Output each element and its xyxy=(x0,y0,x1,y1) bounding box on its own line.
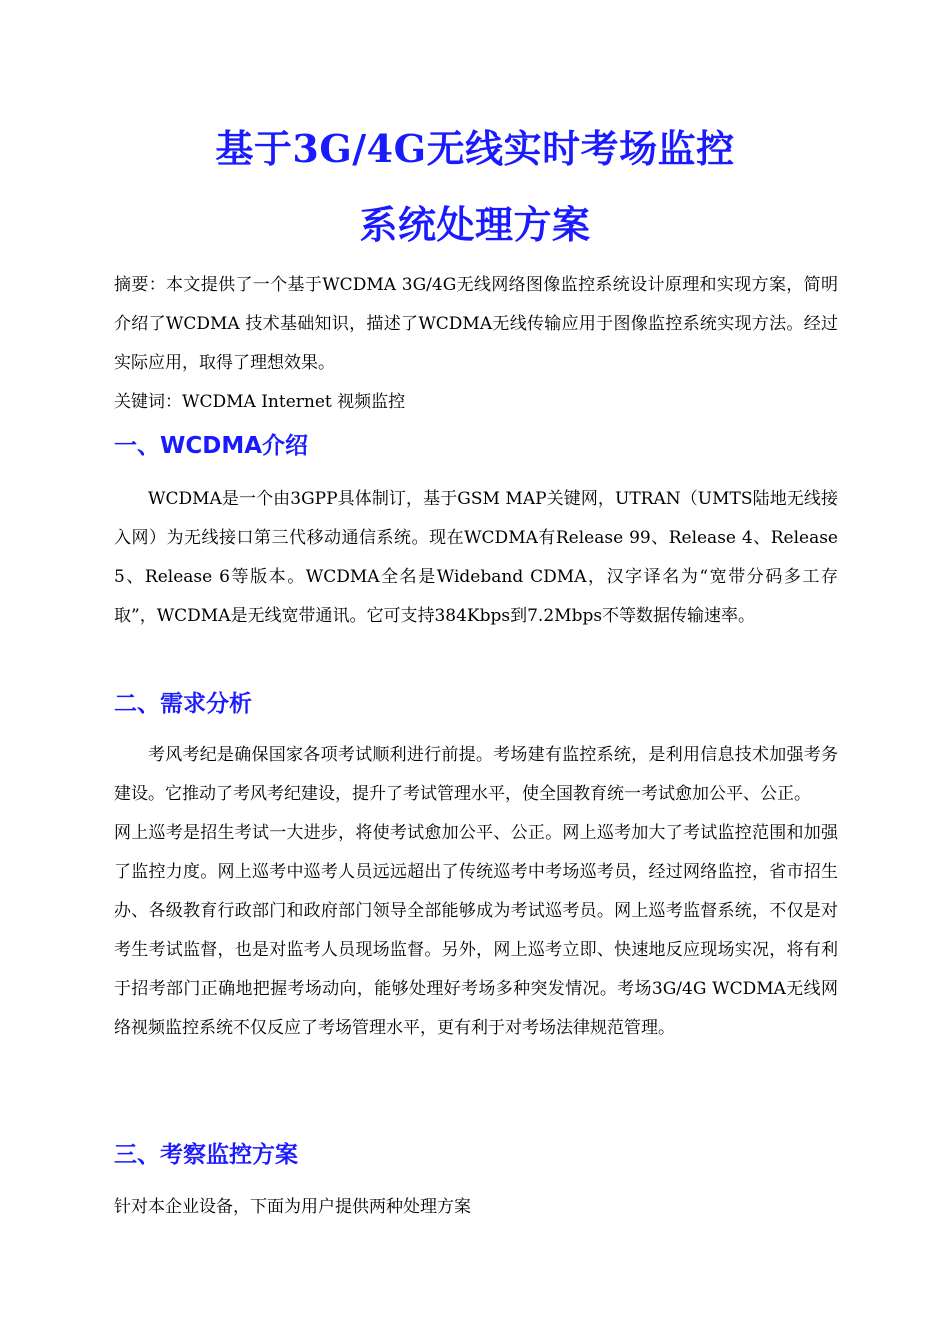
abstract-block xyxy=(114,266,838,422)
section-2-paragraph-2: 网上巡考是招生考试一大进步，将使考试愈加公平、公正。网上巡考加大了考试监控范围和加强了监控力度。网上巡考中巡考人员远远超出了传统巡考中考场巡考员，经过网络监控，省市招生办、各级教育行政部门和政府部门领导全部能够成为考试巡考员。网上巡考监督系统，不仅是对考生考试监督，也是对监考人员现场监督。另外，网上巡考立即、快速地反应现场实况，将有利于招考部门正确地把握考场动向，能够处理好考场多种突发情况。考场3G/4G WCDMA无线网络视频监控系统不仅反应了考场管理水平，更有利于对考场法律规范管理。 xyxy=(114,823,838,1038)
section-3-body xyxy=(114,1188,838,1227)
section-3-paragraph-1: 针对本企业设备，下面为用户提供两种处理方案 xyxy=(114,1197,471,1217)
keywords-text: 关键词：WCDMA Internet 视频监控 xyxy=(114,392,406,412)
document-title-line-1: 基于3G/4G无线实时考场监控 xyxy=(215,126,735,171)
section-heading-1: 一、WCDMA介绍 xyxy=(114,433,309,459)
section-2-paragraph-1: 考风考纪是确保国家各项考试顺利进行前提。考场建有监控系统，是利用信息技术加强考务建设。它推动了考风考纪建设，提升了考试管理水平，使全国教育统一考试愈加公平、公正。 xyxy=(114,745,838,804)
section-1-paragraph-1: WCDMA是一个由3GPP具体制订，基于GSM MAP关键网，UTRAN（UMTS陆地无线接入网）为无线接口第三代移动通信系统。现在WCDMA有Release 99、Release 4、Release 5、Release 6等版本。WCDMA全名是Wideband CDMA，汉字译名为“宽带分码多工存取”，WCDMA是无线宽带通讯。它可支持384Kbps到7.2Mbps不等数据传输速率。 xyxy=(114,489,838,626)
section-heading-3: 三、考察监控方案 xyxy=(114,1142,298,1168)
section-1-body xyxy=(114,480,838,636)
abstract-text: 摘要：本文提供了一个基于WCDMA 3G/4G无线网络图像监控系统设计原理和实现方案，简明介绍了WCDMA 技术基础知识，描述了WCDMA无线传输应用于图像监控系统实现方法。经过实际应用，取得了理想效果。 xyxy=(114,275,838,373)
section-2-body xyxy=(114,736,838,1048)
document-title-line-2: 系统处理方案 xyxy=(359,202,591,247)
section-heading-2: 二、需求分析 xyxy=(114,691,252,717)
